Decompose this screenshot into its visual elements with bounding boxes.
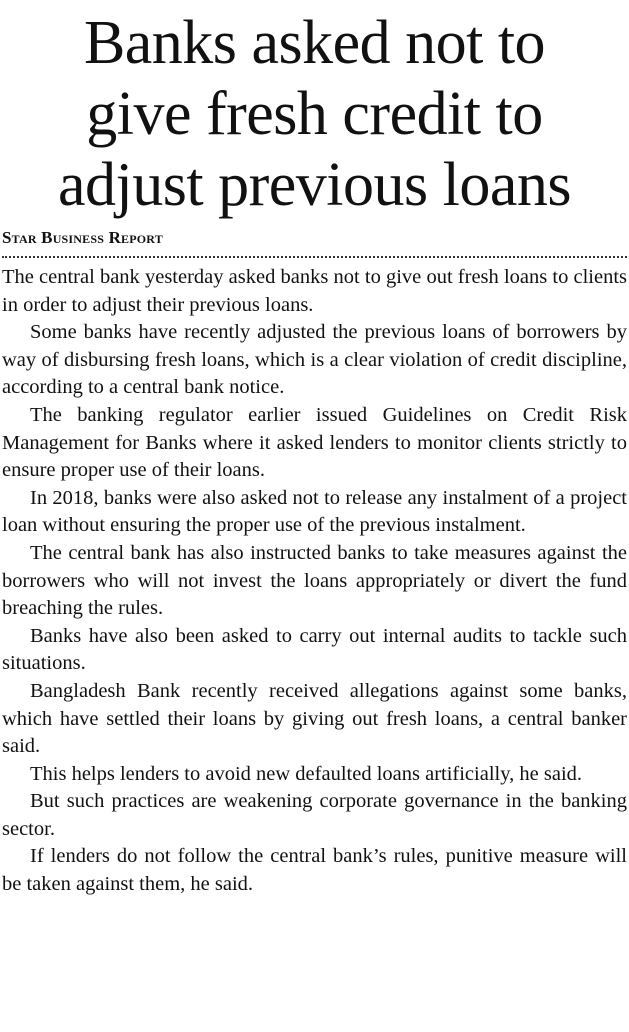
- article-byline: Star Business Report: [2, 228, 163, 247]
- dotted-divider: [2, 256, 627, 258]
- body-paragraph-10: If lenders do not follow the central bank’s rules, punitive measure will be taken against them, he said.: [2, 845, 627, 896]
- body-paragraph-9: But such practices are weakening corporate governance in the banking sector.: [2, 790, 627, 840]
- body-paragraph-8: This helps lenders to avoid new defaulted loans artificially, he said.: [30, 762, 583, 785]
- headline-line-2: give fresh credit to: [86, 80, 543, 148]
- body-paragraph-2: Some banks have recently adjusted the previous loans of borrowers by way of disbursing fresh loans, which is a clear violation of credit discipline, according to a central bank notice.: [2, 321, 627, 399]
- body-paragraph-7: Bangladesh Bank recently received allegations against some banks, which have settled their loans by giving out fresh loans, a central banker said.: [2, 679, 627, 758]
- headline-line-1: Banks asked not to: [83, 9, 546, 77]
- body-paragraph-6: Banks have also been asked to carry out internal audits to tackle such situations.: [2, 624, 627, 675]
- body-paragraph-3: The banking regulator earlier issued Guidelines on Credit Risk Management for Banks where it asked lenders to monitor clients strictly to ensure proper use of their loans.: [2, 403, 627, 482]
- body-paragraph-1: The central bank yesterday asked banks not to give out fresh loans to clients in order to adjust their previous loans.: [2, 266, 627, 316]
- body-paragraph-4: In 2018, banks were also asked not to release any instalment of a project loan without ensuring the proper use of the previous instalment.: [2, 486, 627, 537]
- headline-line-3: adjust previous loans: [58, 151, 571, 219]
- article-body: [0, 264, 629, 899]
- body-paragraph-5: The central bank has also instructed banks to take measures against the borrowers who will not invest the loans appropriately or divert the fund breaching the rules.: [2, 541, 627, 620]
- article-headline: [0, 0, 629, 221]
